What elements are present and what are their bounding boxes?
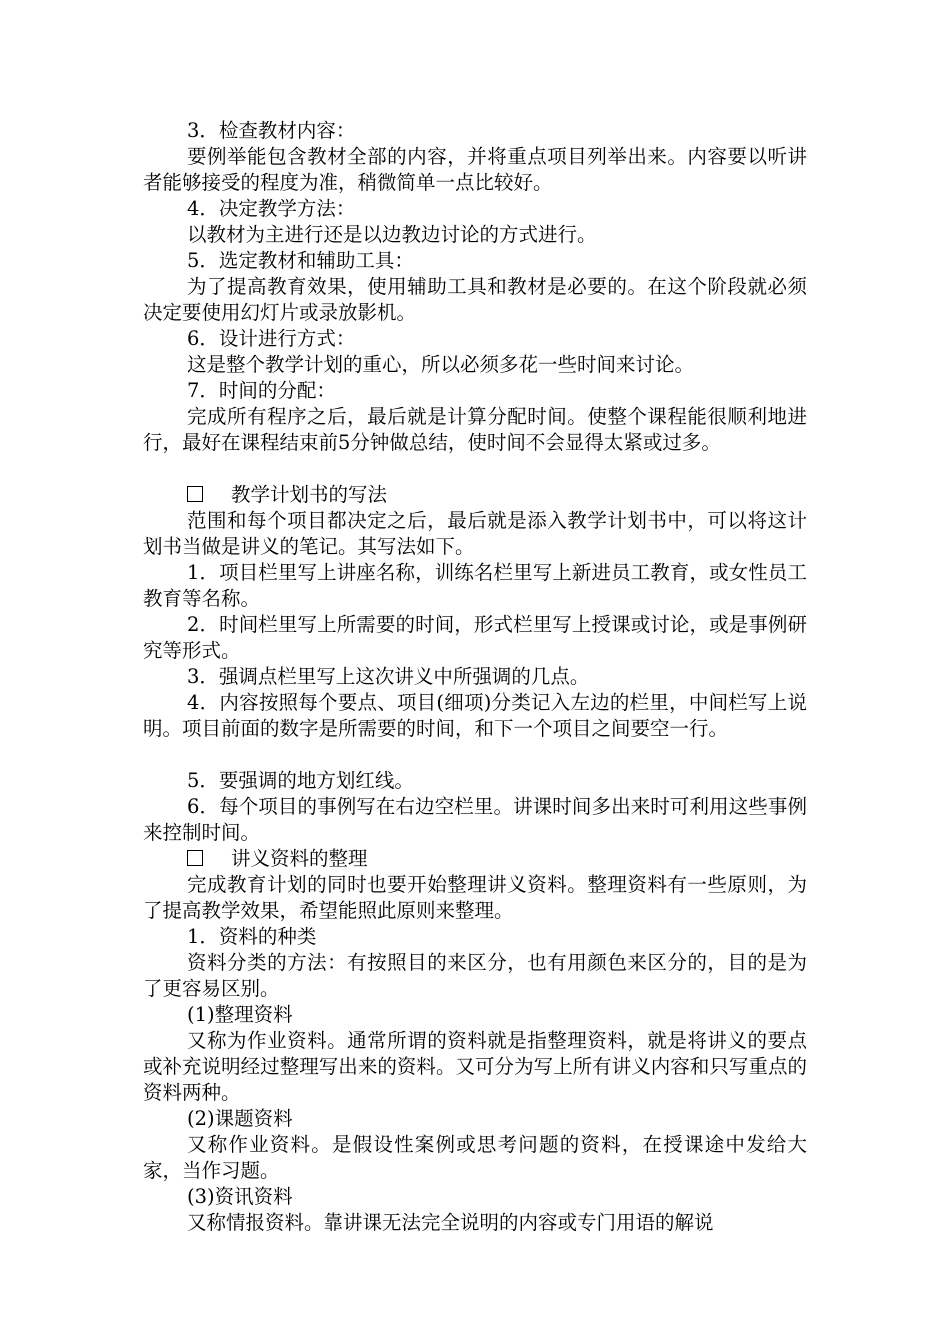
list-item: 4．内容按照每个要点、项目(细项)分类记入左边的栏里，中间栏写上说明。项目前面的数字是所需要的时间，和下一个项目之间要空一行。 (143, 691, 807, 740)
paragraph: 完成教育计划的同时也要开始整理讲义资料。整理资料有一些原则，为了提高教学效果，希望能照此原则来整理。 (143, 873, 807, 922)
section-heading (187, 846, 368, 872)
paragraph: 为了提高教育效果，使用辅助工具和教材是必要的。在这个阶段就必须决定要使用幻灯片或录放影机。 (143, 275, 807, 324)
section-title: 讲义资料的整理 (231, 847, 368, 870)
paragraph: 要例举能包含教材全部的内容，并将重点项目列举出来。内容要以听讲者能够接受的程度为准，稍微简单一点比较好。 (143, 145, 807, 194)
item-heading: 6．设计进行方式： (187, 327, 356, 350)
checkbox-square-icon (187, 486, 203, 502)
paragraph: 以教材为主进行还是以边教边讨论的方式进行。 (187, 223, 597, 246)
item-heading: 3．检查教材内容： (187, 119, 356, 142)
item-heading: 7．时间的分配： (187, 379, 336, 402)
paragraph: 完成所有程序之后，最后就是计算分配时间。使整个课程能很顺利地进行，最好在课程结束前5分钟做总结，使时间不会显得太紧或过多。 (143, 405, 807, 454)
paragraph: 又称情报资料。靠讲课无法完全说明的内容或专门用语的解说 (187, 1211, 714, 1234)
checkbox-square-icon (187, 850, 203, 866)
list-item: 5．要强调的地方划红线。 (187, 769, 414, 792)
item-heading: (3)资讯资料 (187, 1185, 293, 1208)
item-heading: (1)整理资料 (187, 1003, 293, 1026)
list-item: 1．项目栏里写上讲座名称，训练名栏里写上新进员工教育，或女性员工教育等名称。 (143, 561, 807, 610)
item-heading: 4．决定教学方法： (187, 197, 356, 220)
paragraph: 范围和每个项目都决定之后，最后就是添入教学计划书中，可以将这计划书当做是讲义的笔记。其写法如下。 (143, 509, 807, 558)
section-title: 教学计划书的写法 (231, 483, 388, 506)
paragraph: 又称为作业资料。通常所谓的资料就是指整理资料，就是将讲义的要点或补充说明经过整理写出来的资料。又可分为写上所有讲义内容和只写重点的资料两种。 (143, 1029, 807, 1104)
paragraph: 资料分类的方法：有按照目的来区分，也有用颜色来区分的，目的是为了更容易区别。 (143, 951, 807, 1000)
item-heading: 5．选定教材和辅助工具： (187, 249, 414, 272)
list-item: 6．每个项目的事例写在右边空栏里。讲课时间多出来时可利用这些事例来控制时间。 (143, 795, 807, 844)
list-item: 3．强调点栏里写上这次讲义中所强调的几点。 (187, 665, 590, 688)
list-item: 2．时间栏里写上所需要的时间，形式栏里写上授课或讨论，或是事例研究等形式。 (143, 613, 807, 662)
item-heading: 1．资料的种类 (187, 925, 317, 948)
item-heading: (2)课题资料 (187, 1107, 293, 1130)
paragraph: 这是整个教学计划的重心，所以必须多花一些时间来讨论。 (187, 353, 695, 376)
section-heading (187, 482, 387, 508)
paragraph: 又称作业资料。是假设性案例或思考问题的资料，在授课途中发给大家，当作习题。 (143, 1133, 807, 1182)
